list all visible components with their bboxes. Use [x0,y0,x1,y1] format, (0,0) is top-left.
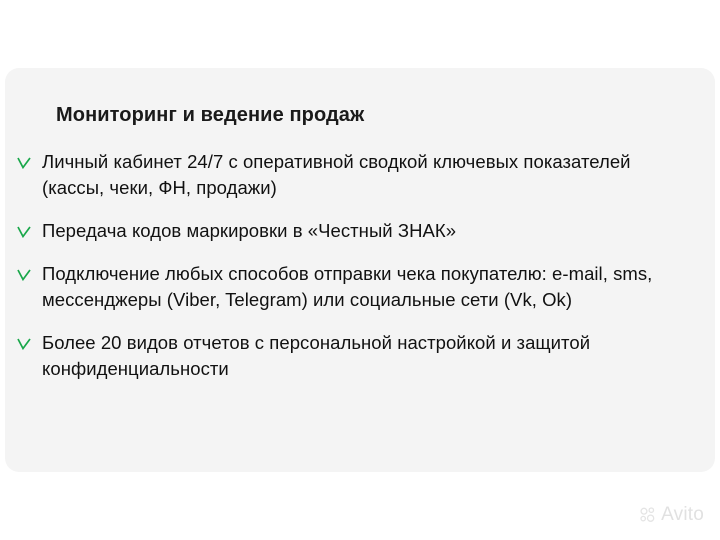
check-icon [17,261,42,281]
watermark-label: Avito [661,504,704,525]
list-item [17,149,689,201]
paw-icon [639,506,657,524]
list-item-label: Подключение любых способов отправки чека покупателю: e-mail, sms, мессенджеры (Viber, Telegram) или социальные сети (Vk, Ok) [42,263,653,310]
list-item [17,330,689,382]
card-content [17,104,689,382]
list-item [17,261,689,313]
check-icon [17,218,42,238]
content-card [5,68,715,472]
watermark [639,504,704,526]
list-item-label: Передача кодов маркировки в «Честный ЗНАК» [42,220,457,241]
list-item-label: Более 20 видов отчетов с персональной настройкой и защитой конфиденциальности [42,332,591,379]
list-item [17,218,689,244]
feature-list [17,149,689,382]
check-icon [17,330,42,350]
list-item-label: Личный кабинет 24/7 с оперативной сводкой ключевых показателей (кассы, чеки, ФН, продажи) [42,151,631,198]
page-title: Мониторинг и ведение продаж [56,104,365,126]
check-icon [17,149,42,169]
